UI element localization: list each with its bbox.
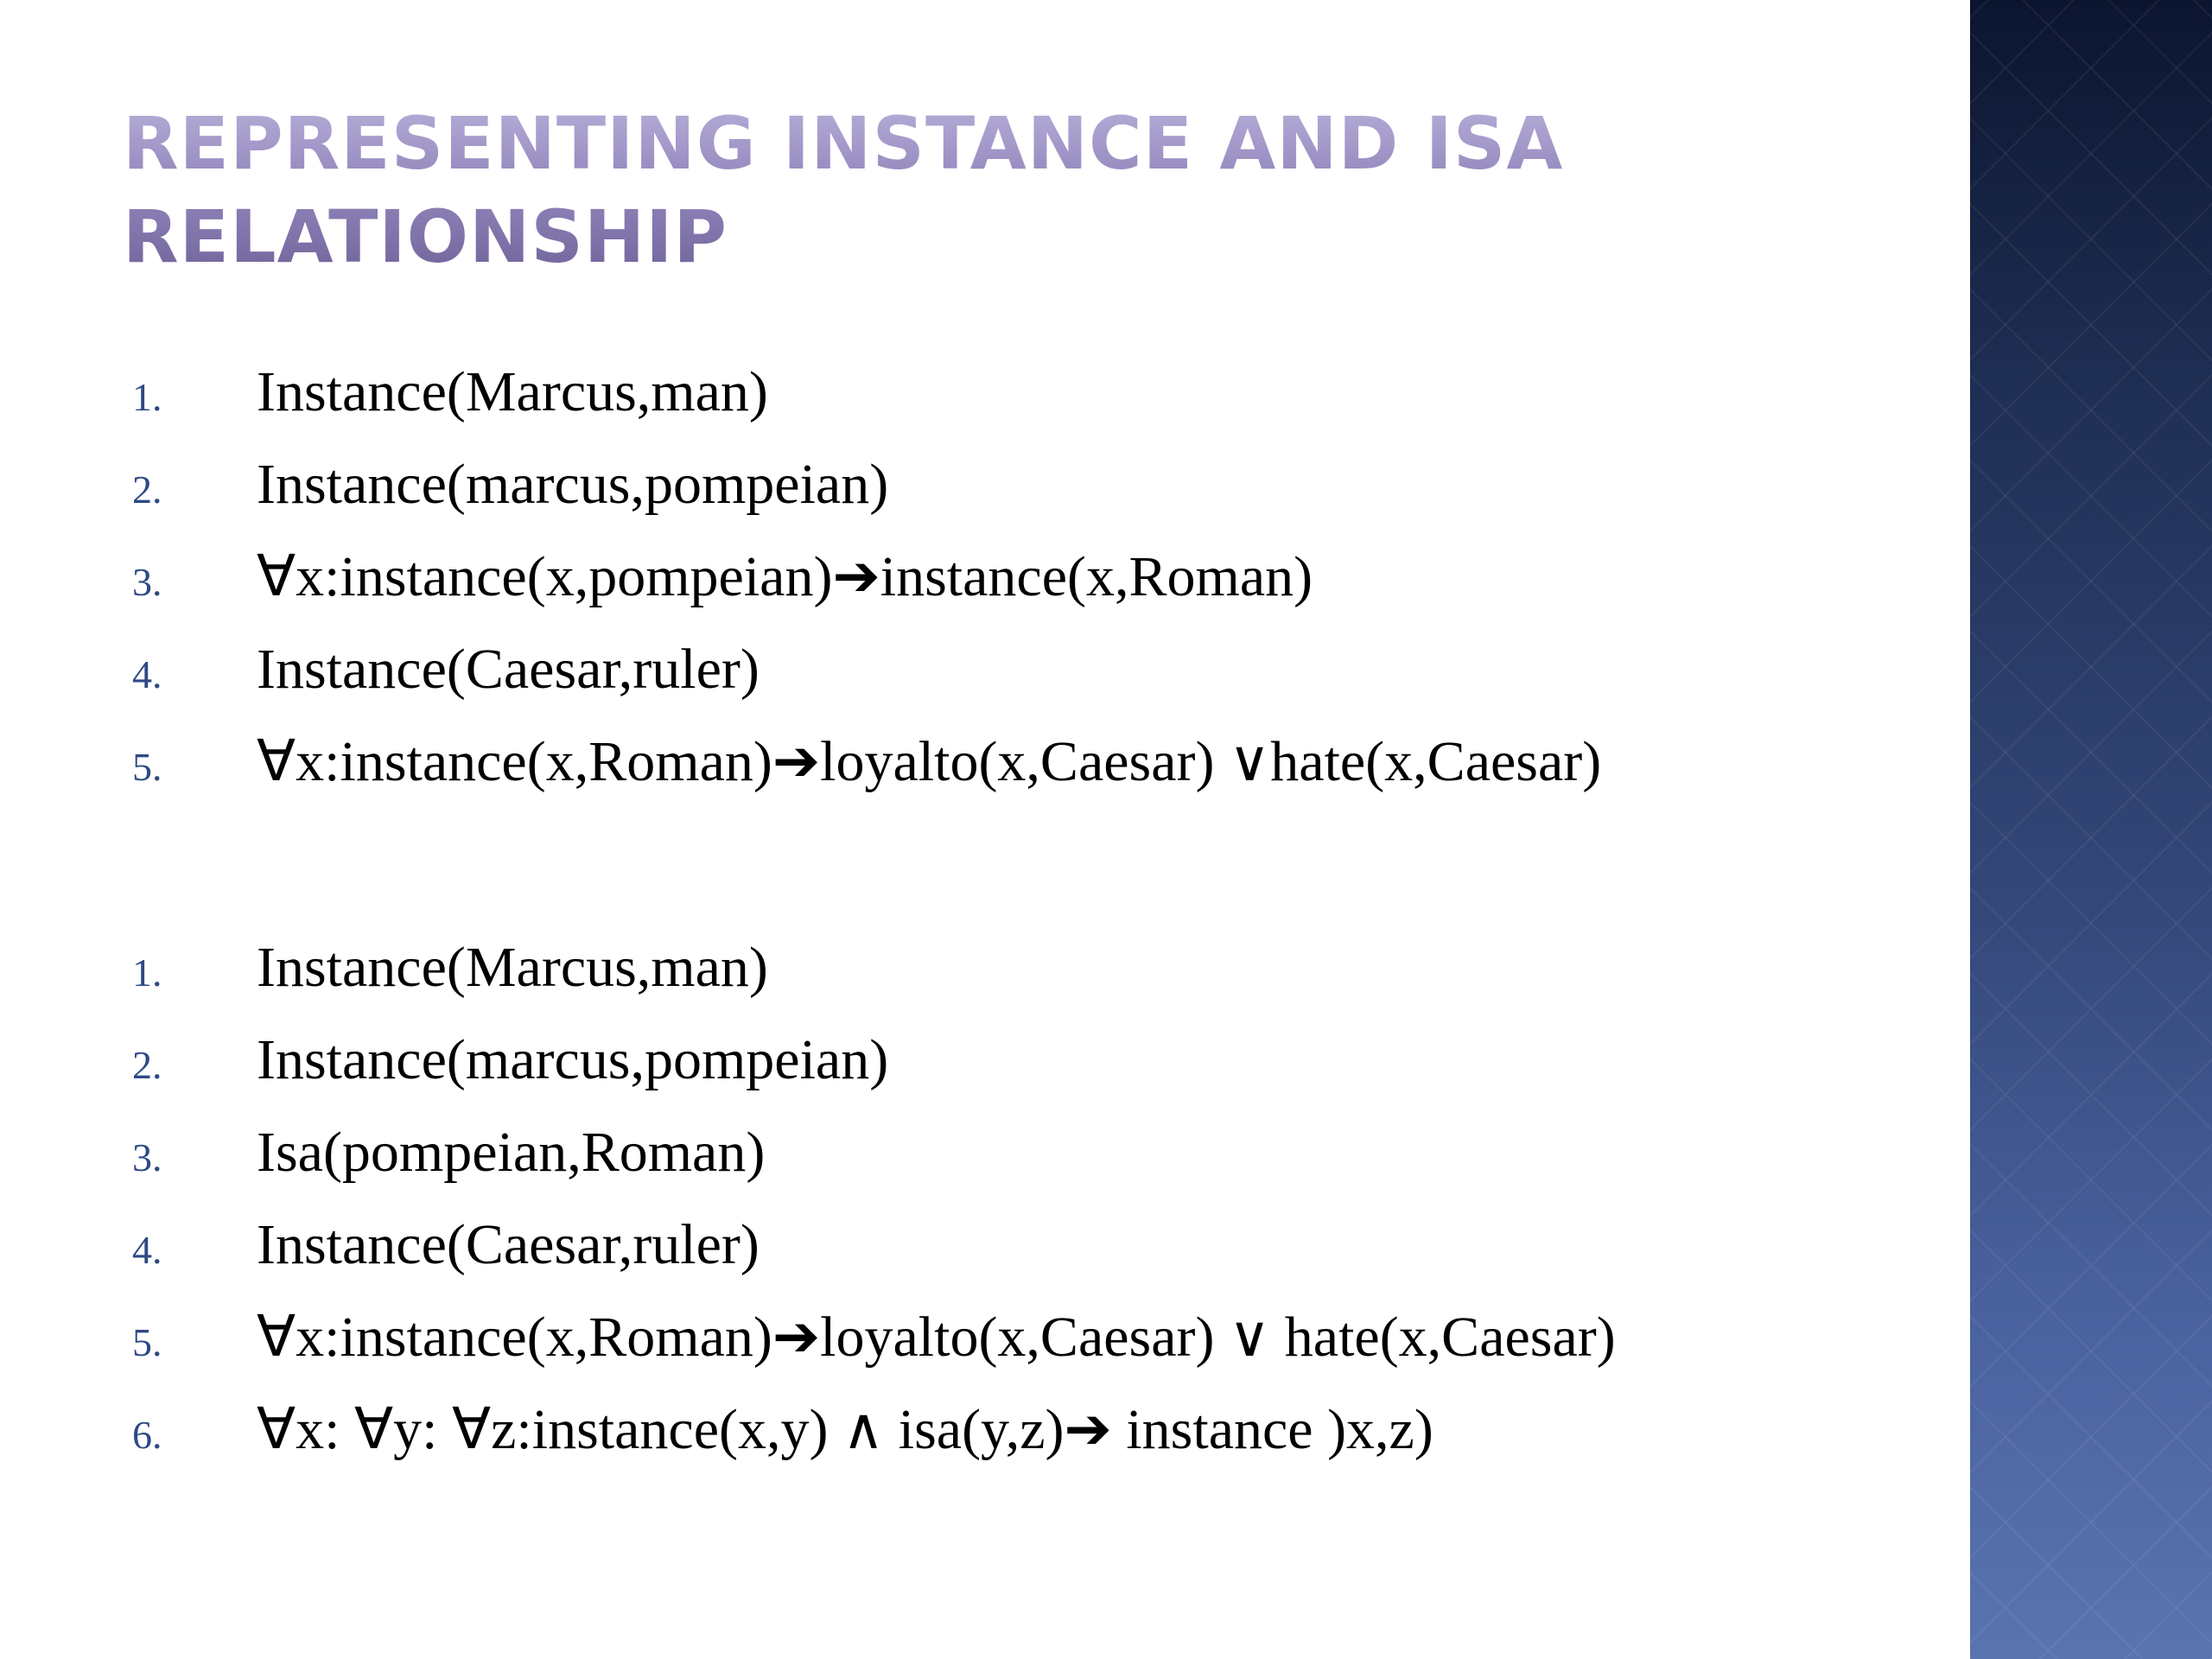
item-text: Instance(marcus,pompeian) <box>257 1028 889 1091</box>
item-number: 2. <box>132 467 162 512</box>
item-text: ∀x:instance(x,pompeian)➔instance(x,Roman) <box>257 545 1313 608</box>
item-number: 4. <box>132 652 162 696</box>
item-number: 3. <box>132 560 162 604</box>
item-text: Instance(Marcus,man) <box>257 360 768 423</box>
decorative-side-panel <box>1970 0 2212 1659</box>
side-panel-pattern <box>1970 0 2212 1659</box>
item-number: 2. <box>132 1043 162 1087</box>
slide-title: REPRESENTING INSTANCE AND ISA RELATIONSHIP <box>123 97 1764 283</box>
item-number: 1. <box>132 950 162 995</box>
item-number: 6. <box>132 1413 162 1457</box>
item-text: ∀x:instance(x,Roman)➔loyalto(x,Caesar) ∨ hate(x,Caesar) <box>257 1306 1616 1369</box>
item-number: 3. <box>132 1135 162 1179</box>
item-number: 5. <box>132 1320 162 1364</box>
item-text: ∀x:instance(x,Roman)➔loyalto(x,Caesar) ∨hate(x,Caesar) <box>257 730 1602 793</box>
item-text: Instance(Marcus,man) <box>257 936 768 999</box>
item-text: Instance(Caesar,ruler) <box>257 638 760 701</box>
item-number: 5. <box>132 745 162 789</box>
item-number: 1. <box>132 375 162 419</box>
item-text: Instance(marcus,pompeian) <box>257 453 889 516</box>
item-text: Isa(pompeian,Roman) <box>257 1121 766 1184</box>
item-number: 4. <box>132 1228 162 1272</box>
item-text: Instance(Caesar,ruler) <box>257 1213 760 1276</box>
item-text: ∀x: ∀y: ∀z:instance(x,y) ∧ isa(y,z)➔ instance )x,z) <box>257 1398 1433 1461</box>
